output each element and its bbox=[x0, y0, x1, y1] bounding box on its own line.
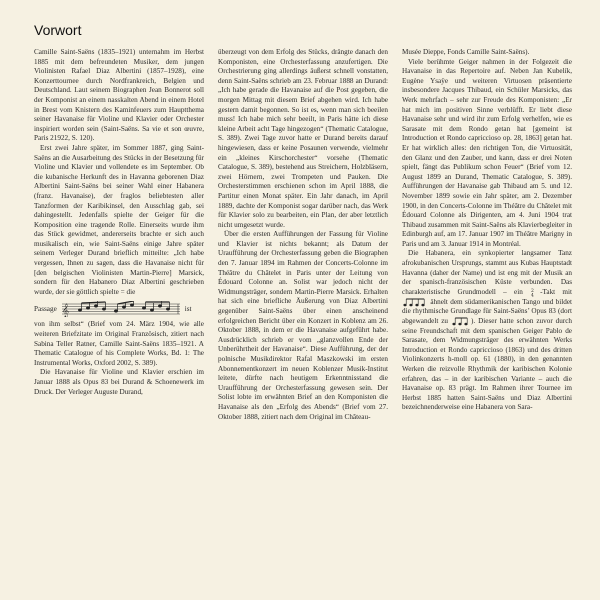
paragraph: Musée Dieppe, Fonds Camille Saint-Saëns). bbox=[402, 48, 530, 56]
paragraph bbox=[402, 249, 572, 413]
text-run: ). Dieser hatte schon zuvor durch seine Freundschaft mit dem spanischen Geiger Pablo de Sarasate, dem Widmungsträger des erwähnten Werks Introduction et Rondo capriccioso (1863) und des dritten Violinkonzerts h-moll op. 61 (1880), in den genannten Werken die reizvolle Rhythmik der karibischen Kolonie erfahren, das – in der karibischen Variante – auch die Havanaise op. 83 prägt. Im Rahmen ihrer Tournee im Herbst 1885 hatten Saint-Saëns und Diaz Albertini bezeichnenderweise eine Habanera von Sara- bbox=[402, 317, 573, 412]
paragraph: Über die ersten Aufführungen der Fassung für Violine und Klavier ist nichts bekannt; als Datum der Uraufführung der Orchesterfassung geben die Biographen den 7. Januar 1894 im Rahmen der Concerts-Colonne im Théâtre du Châtelet in Paris unter der Leitung von Édouard Colonne an. Solist war jedoch nicht der Widmungsträger, sondern Martin-Pierre Marsick. Erhalten hat sich eine briefliche Äußerung von Diaz Albertini gegenüber Saint-Saëns über einen anscheinend erfolgreichen Bericht über ein Konzert in Koblenz am 26. Oktober 1888, in dem er die Havanaise aufgeführt habe. Ausdrücklich schrieb er vom „glanzvollen Ende der Unberührtheit der Havanaise“. Diese Aufführung, der der polnische Musikdirektor Rafal Maszkowski im ersten Abonnementkonzert im neuen Koblenzer Musik-Institut leitete, dürfte nach heutigem Erkenntnisstand die Uraufführung der Orchesterfassung gewesen sein. Der Solist lobte im erwähnten Brief an den Komponisten die Havanaise als den „Erfolg des Abends“ (Brief vom 27. Oktober 1888, zitiert nach dem Original im Château- bbox=[218, 230, 388, 421]
rhythm-notation-icon bbox=[402, 298, 428, 307]
time-signature-icon bbox=[530, 288, 540, 297]
text-run: Die Habanera, ein synkopierter langsamer Tanz afrokubanischen Ursprungs, stammt aus Kubas Hauptstadt Havanna (daher der Name) und ist eng mit der Musik an der spanisch-französischen Küste verbunden. Das charakteristische Grundmodell – ein bbox=[402, 249, 572, 296]
paragraph: Camille Saint-Saëns (1835–1921) unternahm im Herbst 1885 mit dem befreundeten Musiker, dem jungen Violinisten Rafael Diaz Albertini (1857–1928), eine Konzerttournee durch Nordfrankreich, Belgien und Deutschland. Laut seinem Biographen Jean Bonnerot soll der Komponist an einem nasskalten Abend in einem Hotel in Brest vom Knistern des Kaminfeuers zum Hauptthema seiner Havanaise für Violine und Klavier oder Orchester inspiriert worden sein (Saint-Saëns. Sa vie et son œuvre, Paris 21922, S. 120). bbox=[34, 48, 204, 143]
paragraph: überzeugt von dem Erfolg des Stücks, drängte danach den Komponisten, eine Orchesterfassung anzufertigen. Die Orchestrierung ging allerdings äußerst schnell vonstatten, denn Saint-Saëns schrieb am 23. Februar 1888 an Durand: „Ich habe gerade die Havanaise auf die Post gegeben, die morgen Mittag mit diesem Brief abgehen wird. Ich habe gestern damit begonnen. So ist es, wenn man sich beeilen muss! Ich habe mich sehr beeilt, in Paris hätte ich diese kleine Arbeit acht Tage hingezogen“ (Thematic Catalogue, S. 389). Zwei Tage zuvor hatte er Durand bereits darauf hingewiesen, dass er keine Posaunen verwende, vielmehr ein „kleines Kirschorchester“ vorsehe (Thematic Catalogue, S. 389), bestehend aus Streichern, Holzbläsern, zwei Hörnern, zwei Trompeten und Pauken. Die Orchesterstimmen erschienen schon im April 1888, die Partitur einen Monat später. Ein Jahr danach, im April 1889, dachte der Komponist sogar darüber nach, das Werk für Klavier solo zu bearbeiten, ein Plan, der aber letztlich nicht umgesetzt wurde. bbox=[218, 48, 388, 229]
text-run: ähnelt dem südamerikanischen Tango und bildet die rhythmische Grundlage für Saint-Saëns’ Opus 83 (dort abgewandelt zu bbox=[402, 297, 573, 326]
svg-text:𝄞: 𝄞 bbox=[61, 303, 69, 318]
rhythm-variant-icon bbox=[451, 317, 471, 326]
paragraph: Viele berühmte Geiger nahmen in der Folgezeit die Havanaise in das Repertoire auf. Neben Jan Kubelík, Eugène Ysaÿe und weiteren Virtuosen präsentierte insbesondere Jacques Thibaud, ein Schüler Marsicks, das Werk mehrfach – sehr zur Freude des Komponisten: „Er hat mich im positiven Sinne verblüfft. Er liebt diese Havanaise sehr und wird ihr zum Erfolg verhelfen, wie es Sarasate mit dem Rondo getan hat [gemeint ist Introduction et Rondo capriccioso op. 28, 1863] getan hat. Er hat wirklich alles: den richtigen Ton, die Virtuosität, den Glanz und den Zauber, und kann, dass er drei Noten spielt, fängt das Publikum schon Feuer“ (Brief vom 12. August 1899 an Durand, Thematic Catalogue, S. 389). Aufführungen der Havanaise gab Thibaud am 5. und 12. November 1899 sowie ein Jahr später, am 2. Dezember 1900, in den Concerts-Colonne im Théâtre du Châtelet mit Édouard Colonne als Dirigenten, am 4. Juni 1904 trat Thibaud zusammen mit Saint-Saëns als Klavierbegleiter in Edinburgh auf, am 17. Januar 1907 im Théâtre Marigny in Paris und am 3. Januar 1914 in Montréal. bbox=[402, 57, 572, 248]
paragraph: Die Havanaise für Violine und Klavier erschien im Januar 1888 als Opus 83 bei Durand & Schoenewerk im Druck. Der Verleger Auguste Durand, bbox=[34, 368, 204, 396]
music-passage bbox=[34, 301, 204, 317]
text-run: -Takt mit bbox=[540, 288, 573, 296]
paragraph: Erst zwei Jahre später, im Sommer 1887, ging Saint-Saëns an die Ausarbeitung des Stücks in der Besetzung für Violine und Klavier und vollendete es im September. Ob die kubanische Herkunft des in Havanna geborenen Diaz Albertini Saint-Saëns bei seiner Wahl einer Habanera (franz. Havanaise), der fraglos beliebtesten aller Tanzformen der Karibikinsel, den Ausschlag gab, sei dahingestellt. Jedenfalls spielte der Geiger für die Komposition eine tragende Rolle. Einerseits wurde ihm das Stück gewidmet, andererseits brachte er sich auch musikalisch ein, wie Saint-Saëns einige Jahre später seinem Verleger Durand brieflich mitteilte: „Ich habe vergessen, Ihnen zu sagen, dass die Havanaise nicht für [den belgischen Violinisten Martin-Pierre] Marsick, sondern für den Habanero Diaz Albertini geschrieben wurde, der sie göttlich spielte = die bbox=[34, 143, 204, 296]
page-title: Vorwort bbox=[34, 22, 82, 38]
paragraph: von ihm selbst“ (Brief vom 24. März 1904, wie alle weiteren Briefzitate im Original Französisch, zitiert nach Sabina Teller Ratner, Camille Saint-Saëns 1835–1921. A Thematic Catalogue of his Complete Works, Bd. 1: The Instrumental Works, Oxford 2002, S. 389). bbox=[34, 320, 204, 367]
text-column-2 bbox=[218, 48, 388, 422]
music-notation-image bbox=[60, 301, 182, 317]
svg-text:4: 4 bbox=[531, 293, 534, 297]
passage-suffix: ist bbox=[184, 304, 192, 313]
svg-text:2: 2 bbox=[531, 288, 534, 294]
passage-label: Passage bbox=[34, 304, 57, 313]
text-column-1 bbox=[34, 48, 204, 397]
text-column-3 bbox=[402, 48, 572, 413]
